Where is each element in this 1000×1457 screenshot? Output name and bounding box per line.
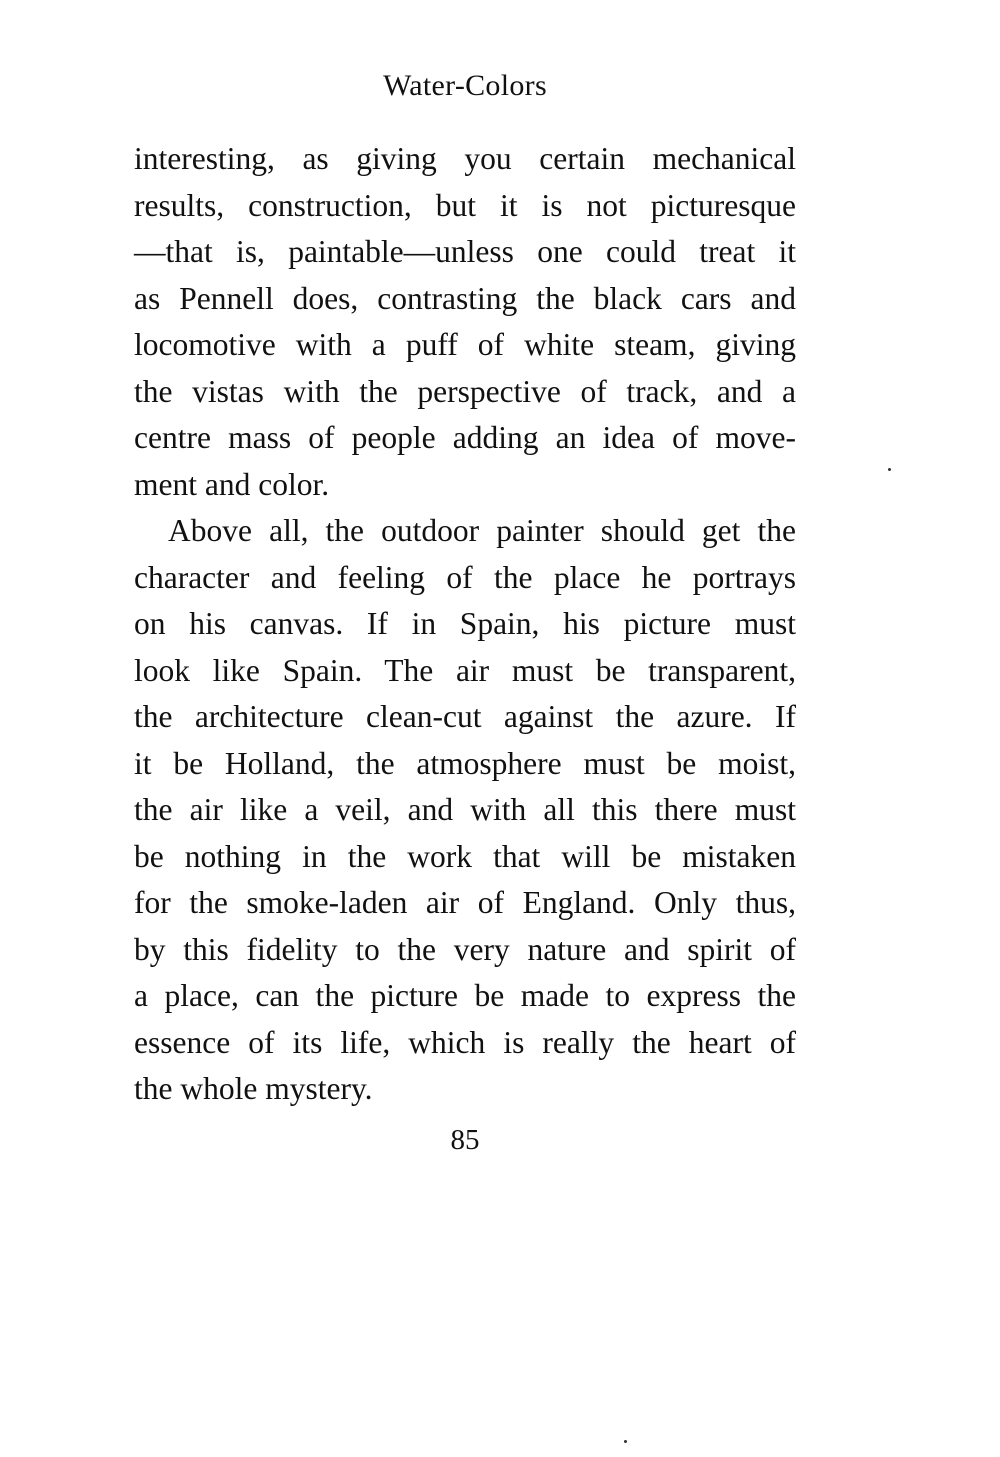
- text-line: by this fidelity to the very nature and spirit of: [134, 931, 796, 967]
- text-line: look like Spain. The air must be transparent,: [134, 652, 796, 688]
- text-line: a place, can the picture be made to express the: [134, 978, 796, 1013]
- page-number: 85: [450, 1124, 480, 1156]
- body-text: [134, 136, 796, 1113]
- text-line: for the smoke-laden air of England. Only thus,: [134, 885, 796, 920]
- text-line: the air like a veil, and with all this there must: [134, 792, 796, 827]
- text-line: be nothing in the work that will be mistaken: [134, 838, 796, 874]
- scan-speck: [624, 1440, 627, 1443]
- text-line: Above all, the outdoor painter should get the: [168, 513, 796, 548]
- text-line: ment and color.: [134, 466, 330, 502]
- text-line: the whole mystery.: [134, 1071, 373, 1106]
- text-line: the vistas with the perspective of track, and a: [134, 373, 796, 409]
- text-line: locomotive with a puff of white steam, giving: [134, 327, 796, 362]
- text-line: it be Holland, the atmosphere must be moist,: [134, 745, 796, 781]
- text-line: —that is, paintable—unless one could treat it: [134, 234, 796, 269]
- text-line: centre mass of people adding an idea of move-: [134, 420, 796, 455]
- text-line: character and feeling of the place he portrays: [134, 559, 796, 595]
- text-line: as Pennell does, contrasting the black cars and: [134, 280, 796, 316]
- text-line: essence of its life, which is really the heart of: [134, 1024, 796, 1060]
- text-line: results, construction, but it is not picturesque: [134, 187, 796, 223]
- text-line: interesting, as giving you certain mechanical: [134, 141, 796, 176]
- text-line: on his canvas. If in Spain, his picture must: [134, 606, 796, 641]
- scan-speck: [888, 468, 891, 471]
- text-line: the architecture clean-cut against the azure. If: [134, 699, 796, 734]
- running-head: Water-Colors: [383, 69, 547, 102]
